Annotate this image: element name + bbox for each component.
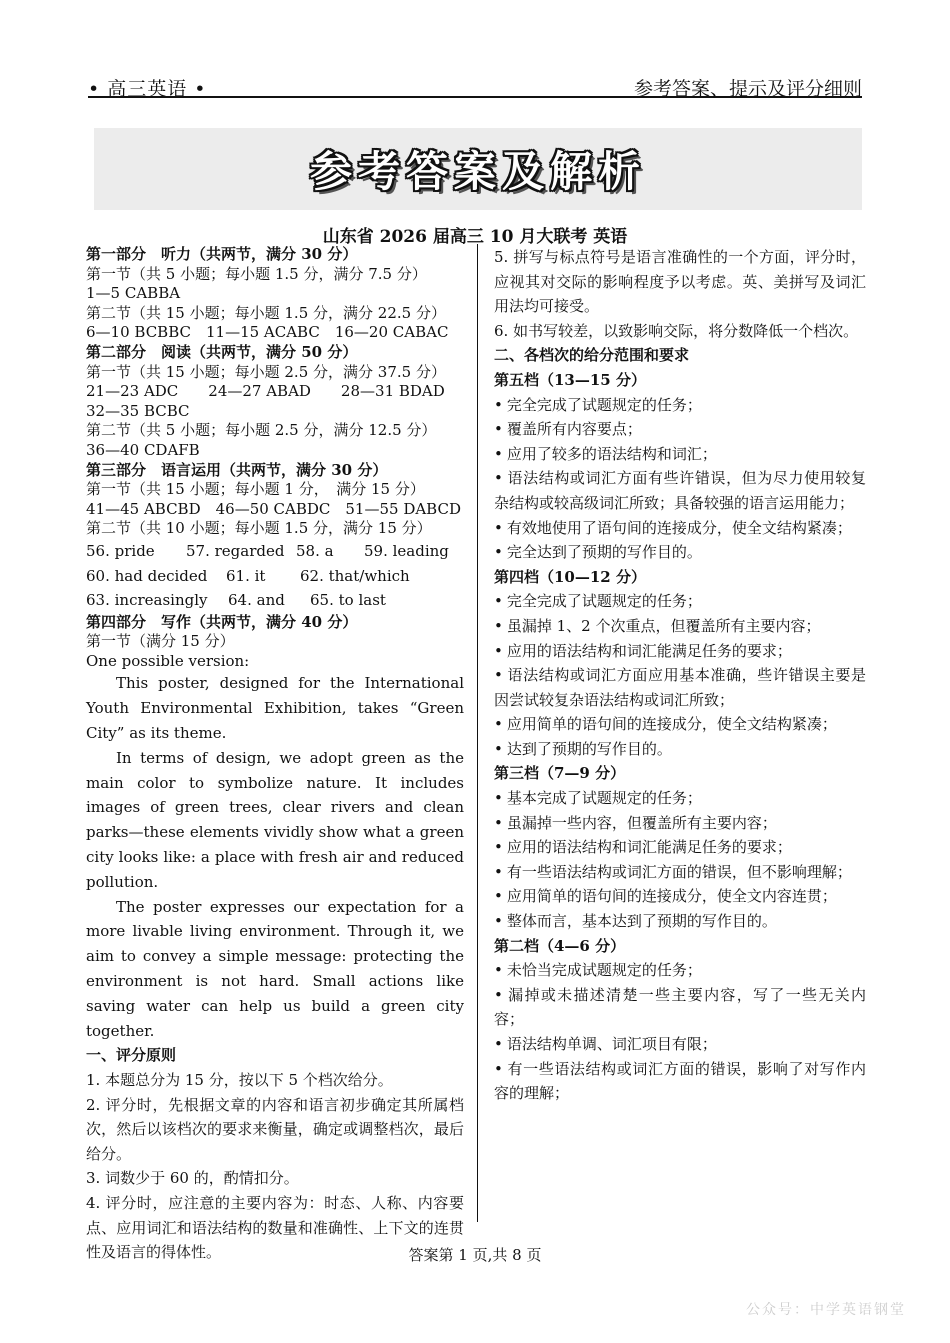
header-doc-title: 参考答案、提示及评分细则 (633, 78, 862, 100)
fill-answer: 58. a (296, 541, 334, 560)
column-divider (477, 244, 478, 1222)
sample-essay (86, 671, 464, 1043)
grade5-heading: 第五档（13—15 分） (494, 370, 646, 389)
part1-section2: 第二节（共 15 小题；每小题 1.5 分，满分 22.5 分） (86, 303, 446, 322)
scoring-principles (86, 1043, 464, 1264)
part3-section2: 第二节（共 10 小题；每小题 1.5 分，满分 15 分） (86, 519, 432, 538)
exam-title: 山东省 2026 届高三 10 月大联考 英语 (322, 227, 628, 247)
header-subject: • 高三英语 • (88, 78, 207, 100)
right-column (494, 245, 866, 1106)
principle-item: 1. 本题总分为 15 分，按以下 5 个档次给分。 (86, 1071, 393, 1090)
part2-section1: 第一节（共 15 小题；每小题 2.5 分，满分 37.5 分） (86, 362, 446, 381)
part2-section2-answers: 36—40 CDAFB (86, 440, 200, 459)
grade2-criterion: • 语法结构单调、词汇项目有限； (494, 1032, 866, 1057)
left-column (86, 245, 464, 1265)
fill-answer: 65. to last (310, 591, 386, 610)
part3-section1: 第一节（共 15 小题；每小题 1 分， 满分 15 分） (86, 480, 425, 499)
part1-section1: 第一节（共 5 小题；每小题 1.5 分，满分 7.5 分） (86, 264, 427, 283)
part1-section1-answers: 1—5 CABBA (86, 284, 181, 303)
fill-answer: 59. leading (364, 541, 449, 560)
part4-heading: 第四部分 写作（共两节，满分 40 分） (86, 612, 358, 631)
grade4-heading: 第四档（10—12 分） (494, 567, 646, 586)
principle-item: 4. 评分时，应注意的主要内容为：时态、人称、内容要点、应用词汇和语法结构的数量和准确性、上下文的连贯性及语言的得体性。 (86, 1193, 464, 1262)
grade5-criterion: • 完全完成了试题规定的任务； (494, 393, 866, 418)
principle-item: 2. 评分时，先根据文章的内容和语言初步确定其所属档次，然后以该档次的要求来衡量，确定或调整档次，最后给分。 (86, 1095, 464, 1163)
part1-section2-answers: 6—10 BCBBC 11—15 ACABC 16—20 CABAC (86, 323, 449, 342)
grade4-criterion: • 虽漏掉 1、2 个次重点，但覆盖所有主要内容； (494, 614, 866, 639)
part2-section2: 第二节（共 5 小题；每小题 2.5 分，满分 12.5 分） (86, 421, 437, 440)
grade2-criterion: • 漏掉或未描述清楚一些主要内容，写了一些无关内容； (494, 983, 866, 1032)
principle-item: 3. 词数少于 60 的，酌情扣分。 (86, 1169, 299, 1188)
essay-paragraph: In terms of design, we adopt green as the main color to symbolize nature. It includes images of green trees, clear rivers and clean parks—these elements vividly show what a green city looks like: a place with fresh air and reduced pollution. (86, 748, 464, 891)
fill-answer: 60. had decided (86, 566, 208, 585)
grade3-criterion: • 应用的语法结构和词汇能满足任务的要求； (494, 835, 866, 860)
grade3-criterion: • 虽漏掉一些内容，但覆盖所有主要内容； (494, 811, 866, 836)
grade4-criterion: • 完全完成了试题规定的任务； (494, 589, 866, 614)
principle-item: 5. 拼写与标点符号是语言准确性的一个方面，评分时，应视其对交际的影响程度予以考虑。英、美拼写及词汇用法均可接受。 (494, 248, 866, 316)
fill-answer: 64. and (228, 591, 285, 610)
grade5-criterion: • 语法结构或词汇方面有些许错误，但为尽力使用较复杂结构或较高级词汇所致；具备较强的语言运用能力； (494, 466, 866, 515)
essay-paragraph: The poster expresses our expectation for a more livable living environment. Through it, we aim to convey a simple message: protecting the environment is not hard. Small actions like saving water can help us build a green city together. (86, 897, 464, 1040)
part1-heading: 第一部分 听力（共两节，满分 30 分） (86, 245, 358, 263)
part2-section1-answers: 32—35 BCBC (86, 401, 190, 420)
principle-item: 6. 如书写较差，以致影响交际，将分数降低一个档次。 (494, 321, 859, 340)
grade5-criterion: • 覆盖所有内容要点； (494, 417, 866, 442)
title-banner (94, 128, 862, 210)
banner-title: 参考答案及解析 (309, 147, 646, 196)
possible-version-label: One possible version: (86, 651, 250, 670)
grade3-criterion: • 基本完成了试题规定的任务； (494, 786, 866, 811)
part2-heading: 第二部分 阅读（共两节，满分 50 分） (86, 342, 358, 361)
grade3-criterion: • 整体而言，基本达到了预期的写作目的。 (494, 909, 866, 934)
grade5-criterion: • 完全达到了预期的写作目的。 (494, 540, 866, 565)
part2-section1-answers: 21—23 ADC 24—27 ABAD 28—31 BDAD (86, 382, 445, 401)
grade3-heading: 第三档（7—9 分） (494, 764, 626, 783)
grade2-heading: 第二档（4—6 分） (494, 936, 626, 955)
fill-answer: 61. it (226, 566, 266, 585)
fill-answer: 56. pride (86, 541, 155, 560)
grade5-criterion: • 有效地使用了语句间的连接成分，使全文结构紧凑； (494, 516, 866, 541)
watermark: 公众号：中学英语钢堂 (746, 1302, 906, 1318)
scoring-principles-heading: 一、评分原则 (86, 1046, 177, 1065)
fill-row (86, 539, 464, 564)
grades-heading: 二、各档次的给分范围和要求 (494, 346, 690, 365)
grade3-criterion: • 有一些语法结构或词汇方面的错误，但不影响理解； (494, 860, 866, 885)
grade4-criterion: • 语法结构或词汇方面应用基本准确，些许错误主要是因尝试较复杂语法结构或词汇所致； (494, 663, 866, 712)
fill-row (86, 588, 464, 613)
fill-answer: 62. that/which (300, 566, 410, 585)
grade2-criterion: • 未恰当完成试题规定的任务； (494, 958, 866, 983)
grade2-criterion: • 有一些语法结构或词汇方面的错误，影响了对写作内容的理解； (494, 1057, 866, 1106)
part4-section1: 第一节（满分 15 分） (86, 632, 235, 651)
grade3-criterion: • 应用简单的语句间的连接成分，使全文内容连贯； (494, 884, 866, 909)
fill-answer: 63. increasingly (86, 591, 208, 610)
fill-answers (86, 539, 464, 613)
grade4-criterion: • 应用简单的语句间的连接成分，使全文结构紧凑； (494, 712, 866, 737)
header-divider (88, 96, 862, 98)
essay-paragraph: This poster, designed for the International Youth Environmental Exhibition, takes “Green City” as its theme. (86, 674, 464, 743)
grade4-criterion: • 达到了预期的写作目的。 (494, 737, 866, 762)
page-footer: 答案第 1 页,共 8 页 (408, 1246, 542, 1264)
fill-row (86, 564, 464, 589)
grade4-criterion: • 应用的语法结构和词汇能满足任务的要求； (494, 639, 866, 664)
part3-section1-answers: 41—45 ABCBD 46—50 CABDC 51—55 DABCD (86, 499, 461, 518)
grade5-criterion: • 应用了较多的语法结构和词汇； (494, 442, 866, 467)
part3-heading: 第三部分 语言运用（共两节，满分 30 分） (86, 460, 388, 479)
fill-answer: 57. regarded (186, 541, 285, 560)
